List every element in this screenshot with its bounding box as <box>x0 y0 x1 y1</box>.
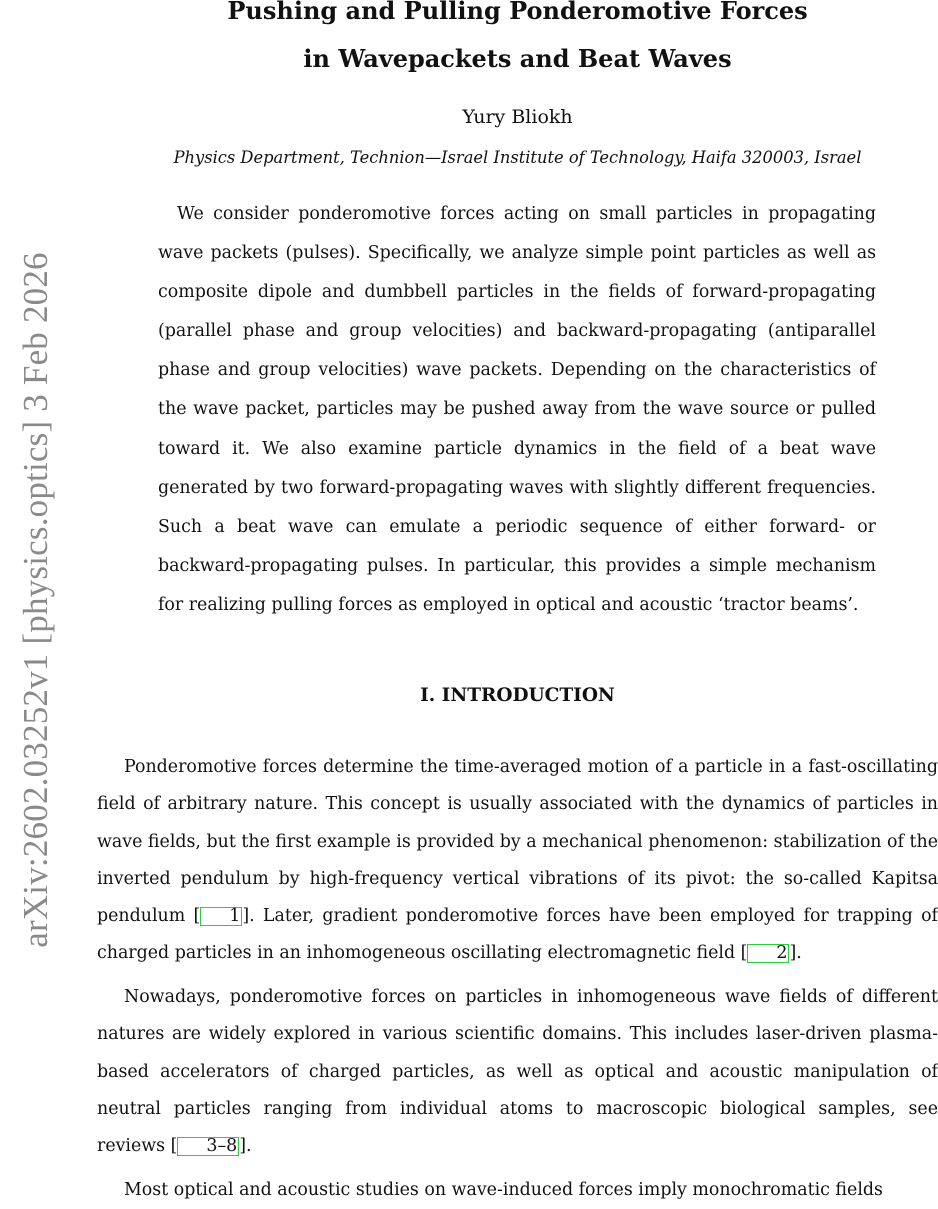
author-affiliation: Physics Department, Technion—Israel Institute of Technology, Haifa 320003, Israel <box>173 148 862 167</box>
paragraph-text: ]. <box>239 1136 252 1157</box>
citation-link[interactable]: 2 <box>747 944 789 963</box>
paragraph-text: Ponderomotive forces determine the time-averaged motion of a particle in a fast-oscillating field of arbitrary nature. This concept is usually associated with the dynamics of particles in wave fields, but the first example is provided by a mechanical phenomenon: stabilization of the inverted pendulum by high-frequency vertical vibrations of its pivot: the so-called Kapitsa pendulum [ <box>97 757 938 927</box>
section-heading-introduction: I. INTRODUCTION <box>420 685 615 706</box>
intro-paragraph-2 <box>97 979 938 1165</box>
paragraph-text: Most optical and acoustic studies on wave-induced forces imply monochromatic fields <box>124 1180 883 1200</box>
paper-title-line-1: Pushing and Pulling Ponderomotive Forces <box>227 0 808 25</box>
paper-title-line-2: in Wavepackets and Beat Waves <box>303 44 732 73</box>
abstract: We consider ponderomotive forces acting on small particles in propagating wave packets (pulses). Specifically, we analyze simple point particles as well as composite dipole and dumbbell particles in the fields of forward-propagating (parallel phase and group velocities) and backward-propagating (antiparallel phase and group velocities) wave packets. Depending on the characteristics of the wave packet, particles may be pushed away from the wave source or pulled toward it. We also examine particle dynamics in the field of a beat wave generated by two forward-propagating waves with slightly different frequencies. Such a beat wave can emulate a periodic sequence of either forward- or backward-propagating pulses. In particular, this provides a simple mechanism for realizing pulling forces as employed in optical and acoustic ‘tractor beams’. <box>158 204 876 615</box>
citation-link[interactable]: 3–8 <box>177 1137 239 1156</box>
intro-paragraph-1 <box>97 749 938 973</box>
citation-link[interactable]: 1 <box>200 907 242 926</box>
intro-paragraph-3 <box>97 1172 938 1209</box>
author-name: Yury Bliokh <box>462 106 573 128</box>
paper-page <box>97 0 938 1200</box>
paragraph-text: ]. Later, gradient ponderomotive forces have been employed for trapping of charged particles in an inhomogeneous oscillating electromagnetic field [ <box>97 906 938 964</box>
arxiv-identifier: arXiv:2602.03252v1 [physics.optics] 3 Feb 2026 <box>16 252 55 948</box>
arxiv-stamp <box>8 0 64 1200</box>
paragraph-text: Nowadays, ponderomotive forces on particles in inhomogeneous wave fields of different natures are widely explored in various scientific domains. This includes laser-driven plasma-based accelerators of charged particles, as well as optical and acoustic manipulation of neutral particles ranging from individual atoms to macroscopic biological samples, see reviews [ <box>97 987 938 1157</box>
paragraph-text: ]. <box>789 943 802 964</box>
